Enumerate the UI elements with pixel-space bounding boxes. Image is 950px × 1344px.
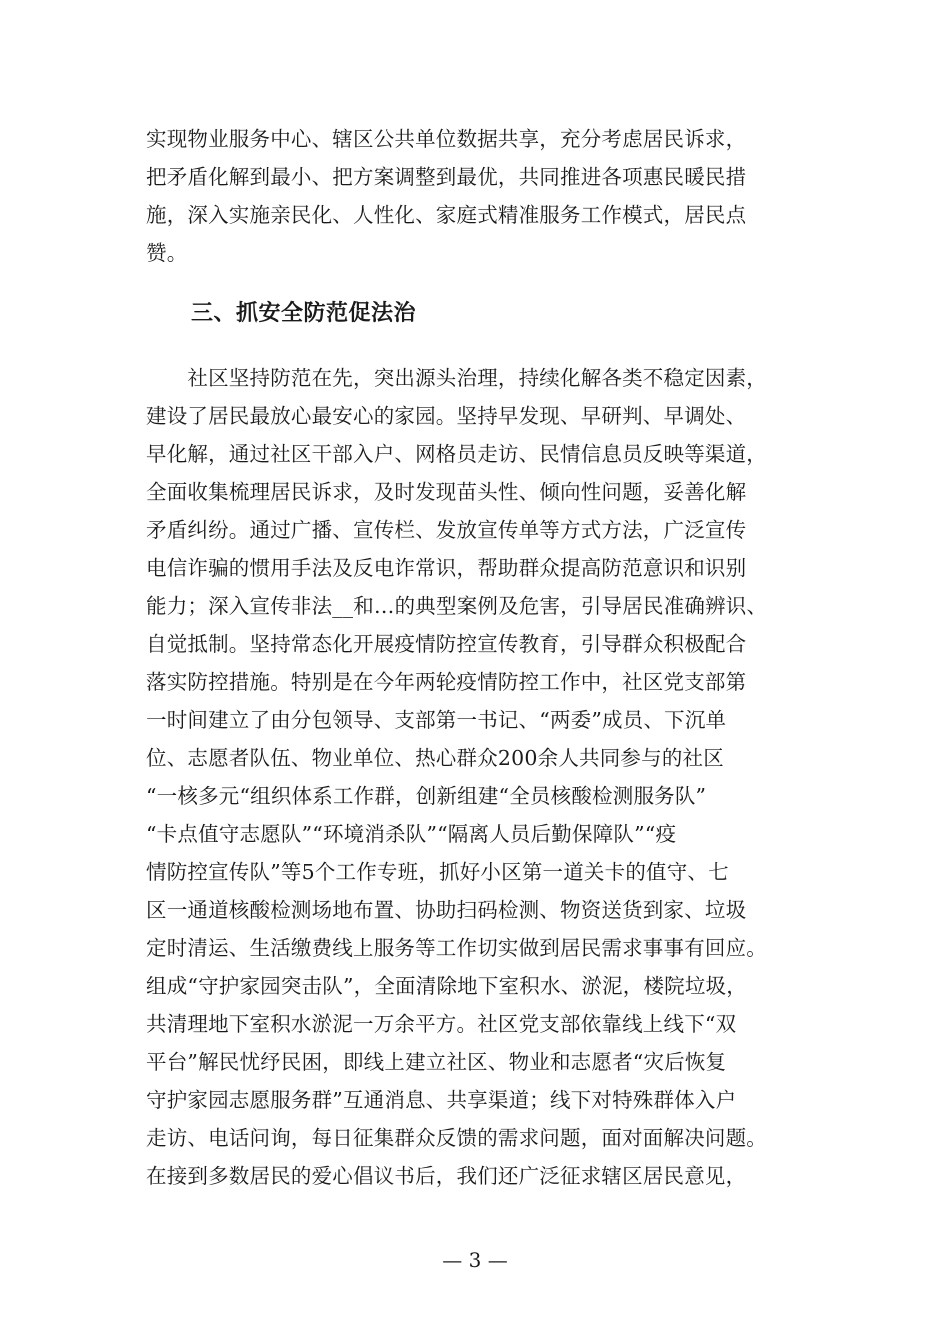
text-line: 赞。 [146, 241, 188, 265]
text-line: 守护家园志愿服务群”互通消息、共享渠道；线下对特殊群体入户 [146, 1088, 737, 1112]
text-line: “一核多元“组织体系工作群，创新组建“全员核酸检测服务队” [146, 784, 707, 808]
text-line: 早化解，通过社区干部入户、网格员走访、民情信息员反映等渠道， [146, 442, 767, 466]
text-line: 在接到多数居民的爱心倡议书后，我们还广泛征求辖区居民意见， [146, 1164, 747, 1188]
text-line: 情防控宣传队”等5个工作专班，抓好小区第一道关卡的值守、七 [146, 860, 729, 884]
text-line: 电信诈骗的惯用手法及反电诈常识，帮助群众提高防范意识和识别 [146, 556, 747, 580]
text-line: 把矛盾化解到最小、把方案调整到最优，共同推进各项惠民暖民措 [146, 165, 747, 189]
text-line: 共清理地下室积水淤泥一万余平方。社区党支部依靠线上线下“双 [146, 1012, 737, 1036]
text-line: 区一通道核酸检测场地布置、协助扫码检测、物资送货到家、垃圾 [146, 898, 747, 922]
text-line: 位、志愿者队伍、物业单位、热心群众200余人共同参与的社区 [146, 746, 724, 770]
text-line: 走访、电话问询，每日征集群众反馈的需求问题，面对面解决问题。 [146, 1126, 767, 1150]
section-heading: 三、抓安全防范促法治 [191, 301, 417, 326]
text-line: 自觉抵制。坚持常态化开展疫情防控宣传教育，引导群众积极配合 [146, 632, 747, 656]
text-line: 社区坚持防范在先，突出源头治理，持续化解各类不稳定因素， [146, 366, 767, 390]
text-line: 一时间建立了由分包领导、支部第一书记、“两委”成员、下沉单 [146, 708, 727, 732]
text-line: 矛盾纠纷。通过广播、宣传栏、发放宣传单等方式方法，广泛宣传 [146, 518, 747, 542]
text-line: 全面收集梳理居民诉求，及时发现苗头性、倾向性问题，妥善化解 [146, 480, 747, 504]
text-line: 能力；深入宣传非法__和…的典型案例及危害，引导居民准确辨识、 [146, 594, 768, 618]
text-line: 落实防控措施。特别是在今年两轮疫情防控工作中，社区党支部第 [146, 670, 747, 694]
text-line: 平台”解民忧纾民困，即线上建立社区、物业和志愿者“灾后恢复 [146, 1050, 727, 1074]
text-line: 组成“守护家园突击队”，全面清除地下室积水、淤泥，楼院垃圾， [146, 974, 747, 998]
text-line: 实现物业服务中心、辖区公共单位数据共享，充分考虑居民诉求， [146, 127, 747, 151]
text-line: 施，深入实施亲民化、人性化、家庭式精准服务工作模式，居民点 [146, 203, 747, 227]
page-number: — 3 — [442, 1248, 508, 1272]
text-line: 建设了居民最放心最安心的家园。坚持早发现、早研判、早调处、 [146, 404, 747, 428]
text-line: 定时清运、生活缴费线上服务等工作切实做到居民需求事事有回应。 [146, 936, 767, 960]
text-line: “卡点值守志愿队”“环境消杀队”“隔离人员后勤保障队”“疫 [146, 822, 677, 846]
